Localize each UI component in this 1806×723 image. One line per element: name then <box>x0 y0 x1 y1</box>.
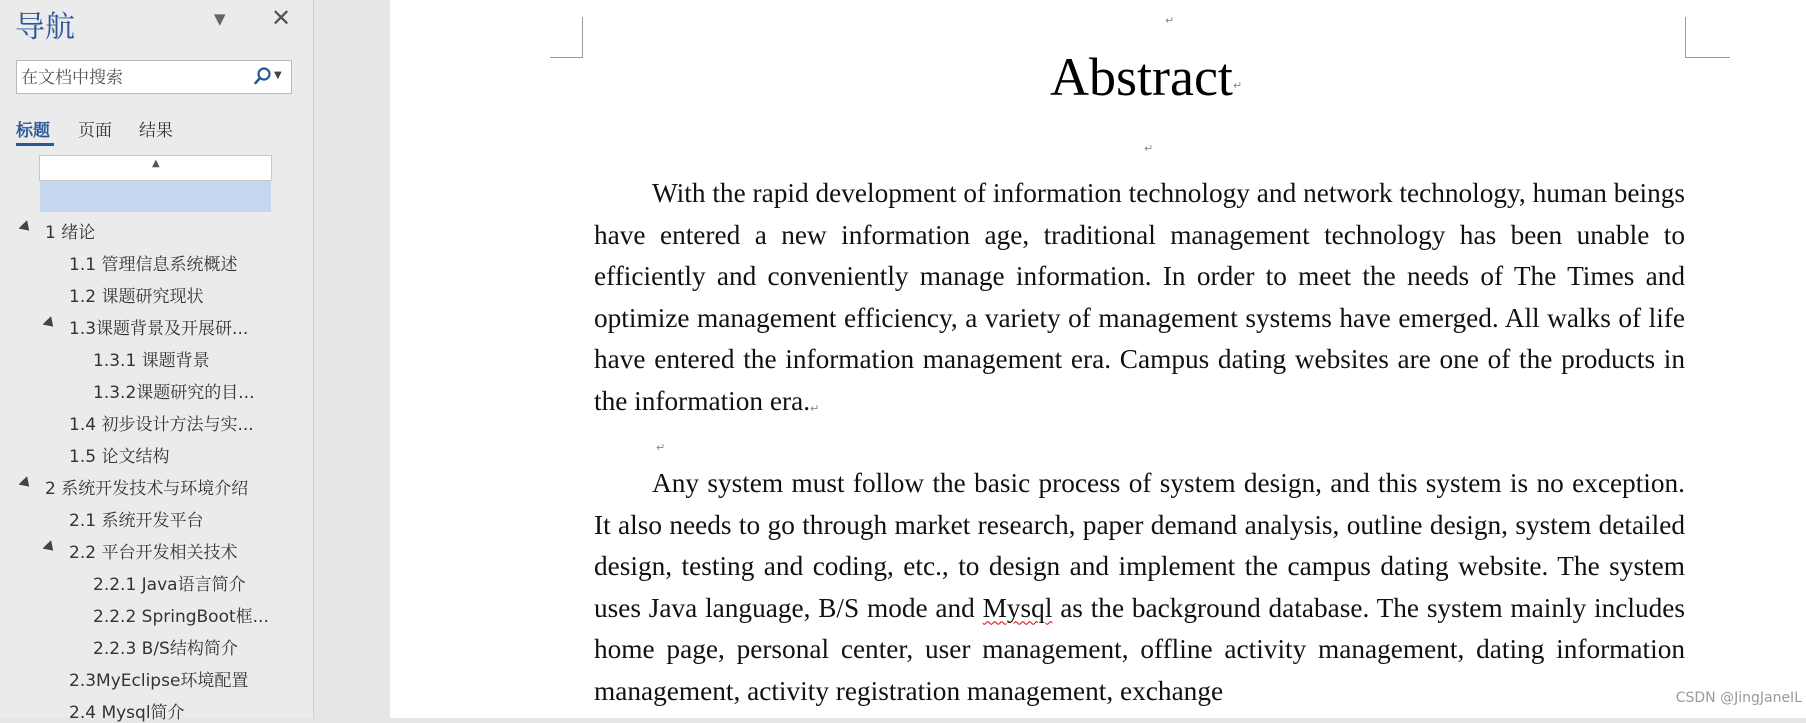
heading-item[interactable]: 1.4 初步设计方法与实... <box>69 415 254 435</box>
scroll-top-icon: ▲ <box>152 158 160 169</box>
selected-heading-highlight[interactable] <box>40 181 271 212</box>
heading-item[interactable]: 1.5 论文结构 <box>69 447 170 467</box>
document-title[interactable]: Abstract↵ <box>1050 47 1243 107</box>
nav-title: 导航 <box>15 10 75 45</box>
active-tab-indicator <box>16 143 54 146</box>
tab-results[interactable]: 结果 <box>139 121 173 141</box>
collapse-triangle-icon[interactable] <box>19 476 34 491</box>
search-options-caret-icon[interactable]: ▼ <box>274 70 282 81</box>
paragraph-mark: ↵ <box>656 441 666 454</box>
heading-item[interactable]: 2.2.3 B/S结构简介 <box>93 639 238 659</box>
collapse-triangle-icon[interactable] <box>43 316 58 331</box>
heading-item[interactable]: 1.2 课题研究现状 <box>69 287 204 307</box>
search-input[interactable] <box>19 65 249 91</box>
crop-mark-left <box>550 17 583 58</box>
spelling-error-word[interactable]: Mysql <box>982 592 1053 623</box>
heading-item[interactable]: 2.4 Mysql简介 <box>69 703 185 723</box>
heading-item[interactable]: 2 系统开发技术与环境介绍 <box>45 479 249 499</box>
heading-item[interactable]: 1.3.1 课题背景 <box>93 351 210 371</box>
paragraph-mark: ↵ <box>810 401 820 415</box>
navigation-pane <box>0 0 314 723</box>
heading-item[interactable]: 1 绪论 <box>45 223 96 243</box>
paragraph-mark: ↵ <box>1165 14 1175 27</box>
close-icon: ✕ <box>271 4 292 32</box>
nav-close-button[interactable] <box>271 4 291 32</box>
document-page[interactable] <box>390 0 1806 718</box>
heading-item[interactable]: 2.2.2 SpringBoot框... <box>93 607 269 627</box>
tab-pages[interactable]: 页面 <box>78 121 112 141</box>
nav-options-dropdown[interactable] <box>214 10 226 28</box>
collapse-triangle-icon[interactable] <box>19 220 34 235</box>
heading-item[interactable]: 1.1 管理信息系统概述 <box>69 255 238 275</box>
abstract-paragraph-2[interactable]: Any system must follow the basic process of system design, and this system is no exception. It also needs to go through market research, paper demand analysis, outline design, system detailed design, testing and coding, etc., to design and implement the campus dating website. The system uses Java language, B/S mode and Mysql as the background database. The system mainly includes home page, personal center, user management, offline activity management, dating information management, activity registration management, exchange <box>594 468 1685 706</box>
watermark: CSDN @JingJaneIL <box>1675 690 1802 706</box>
heading-item[interactable]: 2.2.1 Java语言简介 <box>93 575 246 595</box>
heading-item[interactable]: 2.3MyEclipse环境配置 <box>69 671 249 691</box>
scroll-to-top-button[interactable] <box>39 155 272 181</box>
search-icon[interactable] <box>253 66 273 88</box>
heading-item[interactable]: 1.3.2课题研究的目... <box>93 383 255 403</box>
search-box <box>16 60 292 94</box>
dropdown-caret-icon: ▼ <box>214 10 226 28</box>
collapse-triangle-icon[interactable] <box>43 540 58 555</box>
paragraph-mark: ↵ <box>1144 142 1154 155</box>
heading-item[interactable]: 2.2 平台开发相关技术 <box>69 543 238 563</box>
crop-mark-right <box>1685 17 1730 58</box>
paragraph-mark: ↵ <box>1232 79 1243 92</box>
abstract-paragraph-1[interactable]: With the rapid development of information technology and network technology, human beings have entered a new information age, traditional management technology has been unable to efficiently and conveniently manage information. In order to meet the needs of The Times and optimize management efficiency, a variety of management systems have emerged. All walks of life have entered the information management era. Campus dating websites are one of the products in the information era.↵ <box>594 178 1685 416</box>
heading-item[interactable]: 1.3课题背景及开展研... <box>69 319 249 339</box>
tab-headings[interactable]: 标题 <box>16 121 50 141</box>
heading-item[interactable]: 2.1 系统开发平台 <box>69 511 204 531</box>
